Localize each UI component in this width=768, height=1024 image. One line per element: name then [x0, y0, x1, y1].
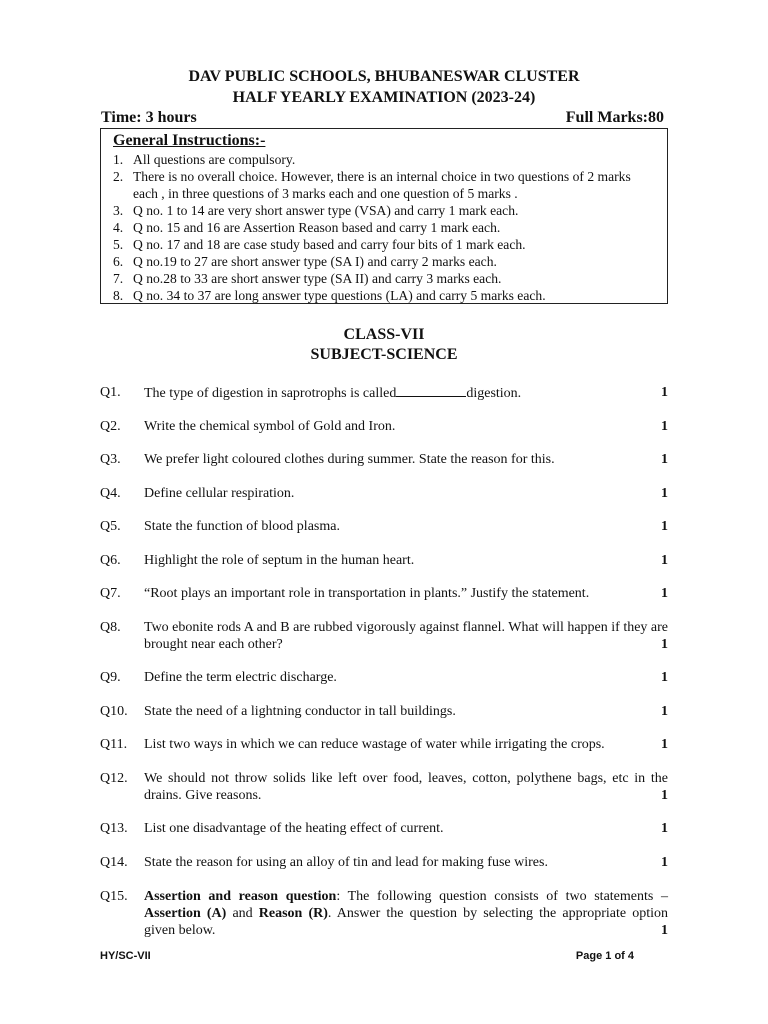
- instruction-item: [113, 236, 659, 253]
- question-text: Highlight the role of septum in the human heart.: [144, 553, 415, 568]
- question-text: Write the chemical symbol of Gold and Iron.: [144, 419, 396, 434]
- question-number: Q1.: [100, 385, 121, 400]
- question-text: Define cellular respiration.: [144, 486, 295, 501]
- page-number: Page 1 of 4: [575, 950, 634, 962]
- question-marks: 1: [661, 737, 668, 752]
- question-text: State the function of blood plasma.: [144, 519, 340, 534]
- instruction-item: [113, 270, 659, 287]
- question-text: [144, 888, 668, 939]
- instruction-number: 5.: [113, 237, 124, 252]
- question-text: List two ways in which we can reduce wastage of water while irrigating the crops.: [144, 737, 605, 752]
- question-marks: 1: [661, 704, 668, 719]
- question-marks: 1: [661, 923, 668, 938]
- question-marks: 1: [661, 855, 668, 870]
- instruction-text: Q no. 15 and 16 are Assertion Reason based and carry 1 mark each.: [133, 220, 501, 235]
- instruction-number: 3.: [113, 203, 124, 218]
- question-number: Q6.: [100, 553, 121, 568]
- question-text: [144, 384, 624, 402]
- instructions-title: General Instructions:-: [113, 132, 266, 149]
- instruction-text: Q no. 34 to 37 are long answer type questions (LA) and carry 5 marks each.: [133, 288, 546, 303]
- question-text-part: . Answer the question by selecting the appropriate option given below.: [144, 906, 668, 938]
- question-text: We prefer light coloured clothes during summer. State the reason for this.: [144, 452, 555, 467]
- question-number: Q4.: [100, 486, 121, 501]
- instruction-text: Q no.19 to 27 are short answer type (SA I) and carry 2 marks each.: [133, 254, 497, 269]
- instruction-number: 2.: [113, 169, 124, 184]
- instructions-list: [113, 151, 659, 304]
- question-marks: 1: [661, 821, 668, 836]
- instruction-text: Q no. 1 to 14 are very short answer type (VSA) and carry 1 mark each.: [133, 203, 519, 218]
- question-marks: 1: [661, 419, 668, 434]
- instruction-text: Q no. 17 and 18 are case study based and carry four bits of 1 mark each.: [133, 237, 526, 252]
- question-text: State the reason for using an alloy of tin and lead for making fuse wires.: [144, 855, 548, 870]
- question-number: Q11.: [100, 737, 128, 752]
- question-number: Q2.: [100, 419, 121, 434]
- instruction-text: Q no.28 to 33 are short answer type (SA II) and carry 3 marks each.: [133, 271, 502, 286]
- question-text: “Root plays an important role in transportation in plants.” Justify the statement.: [144, 586, 590, 601]
- question-bold-term: Assertion (A): [144, 906, 227, 921]
- question-text-before-blank: The type of digestion in saprotrophs is called: [144, 386, 397, 401]
- question-number: Q12.: [100, 771, 128, 786]
- question-number: Q15.: [100, 889, 128, 904]
- question-marks: 1: [661, 452, 668, 467]
- full-marks: Full Marks:80: [565, 109, 664, 126]
- question-number: Q9.: [100, 670, 121, 685]
- question-text-part: : The following question consists of two statements –: [336, 889, 668, 904]
- question-marks: 1: [661, 385, 668, 400]
- question-number: Q10.: [100, 704, 128, 719]
- question-bold-heading: Assertion and reason question: [144, 889, 337, 904]
- question-number: Q13.: [100, 821, 128, 836]
- question-number: Q7.: [100, 586, 121, 601]
- instruction-number: 6.: [113, 254, 124, 269]
- question-text-after-blank: digestion.: [466, 386, 522, 401]
- subject-title: SUBJECT-SCIENCE: [310, 346, 458, 363]
- instruction-number: 7.: [113, 271, 124, 286]
- instruction-item: [113, 168, 659, 202]
- general-instructions-box: [100, 128, 668, 304]
- exam-title: HALF YEARLY EXAMINATION (2023-24): [232, 89, 536, 106]
- question-text: List one disadvantage of the heating effect of current.: [144, 821, 444, 836]
- question-marks: 1: [661, 586, 668, 601]
- class-title: CLASS-VII: [343, 326, 425, 343]
- paper-code: HY/SC-VII: [100, 950, 151, 962]
- instruction-item: [113, 287, 659, 304]
- question-text: Two ebonite rods A and B are rubbed vigorously against flannel. What will happen if they are brought near each other?: [144, 620, 669, 652]
- question-marks: 1: [661, 553, 668, 568]
- question-marks: 1: [661, 486, 668, 501]
- question-text: We should not throw solids like left over food, leaves, cotton, polythene bags, etc in the drains. Give reasons.: [144, 771, 668, 803]
- exam-time: Time: 3 hours: [101, 109, 197, 126]
- question-text-part: and: [226, 906, 259, 921]
- question-marks: 1: [661, 788, 668, 803]
- answer-blank: [396, 384, 466, 397]
- question-marks: 1: [661, 637, 668, 652]
- instruction-item: [113, 151, 659, 168]
- instruction-number: 1.: [113, 152, 124, 167]
- question-text: State the need of a lightning conductor in tall buildings.: [144, 704, 456, 719]
- question-number: Q14.: [100, 855, 128, 870]
- instruction-number: 4.: [113, 220, 124, 235]
- question-marks: 1: [661, 670, 668, 685]
- instruction-item: [113, 219, 659, 236]
- instruction-text: There is no overall choice. However, there is an internal choice in two questions of 2 marks each , in three questions of 3 marks each and one question of 5 marks .: [133, 169, 631, 201]
- question-bold-term: Reason (R): [258, 906, 328, 921]
- question-marks: 1: [661, 519, 668, 534]
- instruction-item: [113, 202, 659, 219]
- instruction-number: 8.: [113, 288, 124, 303]
- question-number: Q5.: [100, 519, 121, 534]
- instruction-item: [113, 253, 659, 270]
- instruction-text: All questions are compulsory.: [133, 152, 296, 167]
- school-name: DAV PUBLIC SCHOOLS, BHUBANESWAR CLUSTER: [188, 68, 580, 85]
- question-number: Q3.: [100, 452, 121, 467]
- question-text: Define the term electric discharge.: [144, 670, 337, 685]
- question-number: Q8.: [100, 620, 121, 635]
